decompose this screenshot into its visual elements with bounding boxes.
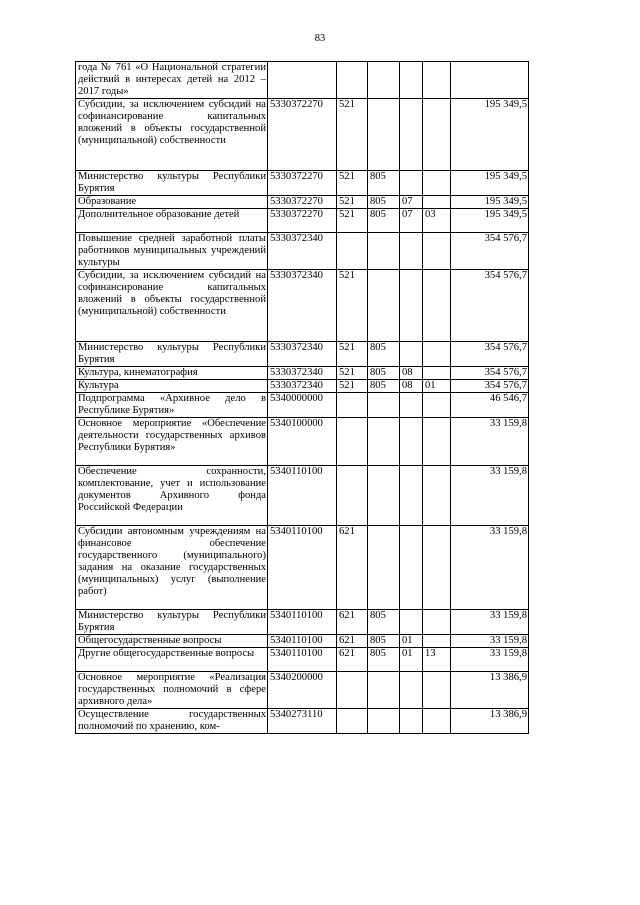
row-admin-code: 805 [368, 648, 400, 672]
row-subsection [423, 418, 451, 466]
row-target-article: 5330372340 [268, 270, 337, 342]
row-amount: 33 159,8 [451, 648, 529, 672]
row-amount: 195 349,5 [451, 171, 529, 196]
table-row [76, 209, 529, 233]
table-body [76, 62, 529, 734]
row-name: Подпрограмма «Архивное дело в Республике Бурятия» [76, 393, 268, 418]
row-name: Другие общегосударственные вопросы [76, 648, 268, 672]
row-expense-type [337, 62, 368, 99]
row-subsection [423, 610, 451, 635]
row-admin-code [368, 709, 400, 734]
row-subsection [423, 672, 451, 709]
row-name: Министерство культуры Республики Бурятия [76, 171, 268, 196]
table-row [76, 62, 529, 99]
row-target-article: 5330372340 [268, 233, 337, 270]
row-section: 07 [400, 209, 423, 233]
row-subsection [423, 526, 451, 610]
row-expense-type: 521 [337, 342, 368, 367]
row-target-article: 5340110100 [268, 526, 337, 610]
row-section [400, 672, 423, 709]
row-name: Субсидии, за исключением субсидий на софинансирование капитальных вложений в объекты государственной (муниципальной) собственности [76, 270, 268, 342]
row-name: Субсидии, за исключением субсидий на софинансирование капитальных вложений в объекты государственной (муниципальной) собственности [76, 99, 268, 171]
row-subsection [423, 635, 451, 648]
row-subsection [423, 196, 451, 209]
row-expense-type: 521 [337, 99, 368, 171]
row-amount: 354 576,7 [451, 367, 529, 380]
table-row [76, 196, 529, 209]
row-expense-type: 521 [337, 367, 368, 380]
row-target-article: 5340273110 [268, 709, 337, 734]
row-target-article: 5330372340 [268, 380, 337, 393]
row-amount: 33 159,8 [451, 466, 529, 526]
row-subsection [423, 466, 451, 526]
row-section: 01 [400, 648, 423, 672]
row-name: Культура, кинематография [76, 367, 268, 380]
row-section [400, 526, 423, 610]
row-name: Министерство культуры Республики Бурятия [76, 610, 268, 635]
row-name: Обеспечение сохранности, комплектование, учет и использование документов Архивного фонда Российской Федерации [76, 466, 268, 526]
row-admin-code: 805 [368, 171, 400, 196]
row-section [400, 709, 423, 734]
page-number: 83 [314, 33, 326, 44]
table-row [76, 393, 529, 418]
row-name: Дополнительное образование детей [76, 209, 268, 233]
row-name: Общегосударственные вопросы [76, 635, 268, 648]
row-section [400, 171, 423, 196]
row-admin-code [368, 62, 400, 99]
table-row [76, 672, 529, 709]
row-section [400, 342, 423, 367]
row-name: года № 761 «О Национальной стратегии действий в интересах детей на 2012 – 2017 годы» [76, 62, 268, 99]
row-admin-code [368, 393, 400, 418]
row-expense-type [337, 672, 368, 709]
row-amount: 13 386,9 [451, 709, 529, 734]
row-subsection [423, 342, 451, 367]
row-expense-type: 521 [337, 196, 368, 209]
row-admin-code [368, 99, 400, 171]
row-admin-code: 805 [368, 610, 400, 635]
row-target-article: 5340200000 [268, 672, 337, 709]
row-target-article: 5340110100 [268, 466, 337, 526]
row-subsection: 13 [423, 648, 451, 672]
row-subsection: 03 [423, 209, 451, 233]
row-admin-code [368, 526, 400, 610]
row-name: Повышение средней заработной платы работников муниципальных учреждений культуры [76, 233, 268, 270]
row-amount: 354 576,7 [451, 380, 529, 393]
row-expense-type [337, 393, 368, 418]
table-row [76, 99, 529, 171]
row-target-article: 5340110100 [268, 610, 337, 635]
table-row [76, 418, 529, 466]
row-section [400, 610, 423, 635]
row-subsection: 01 [423, 380, 451, 393]
row-amount: 195 349,5 [451, 196, 529, 209]
row-admin-code [368, 672, 400, 709]
row-admin-code: 805 [368, 342, 400, 367]
table-row [76, 171, 529, 196]
row-admin-code [368, 466, 400, 526]
row-subsection [423, 62, 451, 99]
row-subsection [423, 171, 451, 196]
row-target-article: 5340000000 [268, 393, 337, 418]
table-row [76, 367, 529, 380]
row-amount: 195 349,5 [451, 209, 529, 233]
row-section [400, 466, 423, 526]
row-name: Образование [76, 196, 268, 209]
row-amount: 33 159,8 [451, 610, 529, 635]
table-row [76, 526, 529, 610]
table-row [76, 709, 529, 734]
row-target-article: 5330372270 [268, 196, 337, 209]
row-name: Культура [76, 380, 268, 393]
table-row [76, 635, 529, 648]
table-row [76, 342, 529, 367]
row-section [400, 418, 423, 466]
row-name: Субсидии автономным учреждениям на финансовое обеспечение государственного (муниципального) задания на оказание государственных (муниципальных) услуг (выполнение работ) [76, 526, 268, 610]
row-section: 08 [400, 380, 423, 393]
row-name: Министерство культуры Республики Бурятия [76, 342, 268, 367]
row-admin-code: 805 [368, 635, 400, 648]
row-expense-type: 521 [337, 270, 368, 342]
row-expense-type: 621 [337, 648, 368, 672]
row-expense-type: 621 [337, 526, 368, 610]
row-amount: 33 159,8 [451, 526, 529, 610]
row-target-article: 5330372340 [268, 342, 337, 367]
row-expense-type [337, 233, 368, 270]
table-row [76, 233, 529, 270]
row-section [400, 62, 423, 99]
row-target-article: 5340100000 [268, 418, 337, 466]
row-admin-code [368, 418, 400, 466]
table-row [76, 466, 529, 526]
row-section: 01 [400, 635, 423, 648]
row-admin-code: 805 [368, 196, 400, 209]
table-row [76, 648, 529, 672]
row-amount: 33 159,8 [451, 635, 529, 648]
row-target-article: 5330372270 [268, 99, 337, 171]
row-name: Основное мероприятие «Реализация государственных полномочий в сфере архивного дела» [76, 672, 268, 709]
row-section: 08 [400, 367, 423, 380]
row-target-article: 5330372270 [268, 209, 337, 233]
row-expense-type: 621 [337, 610, 368, 635]
row-amount: 195 349,5 [451, 99, 529, 171]
row-expense-type: 521 [337, 380, 368, 393]
row-amount: 354 576,7 [451, 270, 529, 342]
row-amount: 33 159,8 [451, 418, 529, 466]
row-subsection [423, 709, 451, 734]
table-row [76, 610, 529, 635]
row-target-article: 5340110100 [268, 648, 337, 672]
row-expense-type [337, 418, 368, 466]
table-row [76, 380, 529, 393]
row-expense-type: 621 [337, 635, 368, 648]
row-section: 07 [400, 196, 423, 209]
row-amount: 13 386,9 [451, 672, 529, 709]
row-admin-code: 805 [368, 367, 400, 380]
row-admin-code: 805 [368, 209, 400, 233]
row-amount [451, 62, 529, 99]
row-target-article [268, 62, 337, 99]
row-target-article: 5330372340 [268, 367, 337, 380]
row-target-article: 5340110100 [268, 635, 337, 648]
row-amount: 354 576,7 [451, 342, 529, 367]
row-subsection [423, 367, 451, 380]
row-admin-code [368, 270, 400, 342]
row-expense-type [337, 709, 368, 734]
row-subsection [423, 393, 451, 418]
row-amount: 46 546,7 [451, 393, 529, 418]
row-admin-code: 805 [368, 380, 400, 393]
row-section [400, 270, 423, 342]
row-expense-type: 521 [337, 209, 368, 233]
row-subsection [423, 99, 451, 171]
row-section [400, 393, 423, 418]
table-row [76, 270, 529, 342]
row-section [400, 233, 423, 270]
row-section [400, 99, 423, 171]
row-name: Осуществление государственных полномочий по хранению, ком- [76, 709, 268, 734]
row-subsection [423, 270, 451, 342]
row-admin-code [368, 233, 400, 270]
budget-table [75, 61, 529, 734]
row-expense-type [337, 466, 368, 526]
row-expense-type: 521 [337, 171, 368, 196]
row-target-article: 5330372270 [268, 171, 337, 196]
row-name: Основное мероприятие «Обеспечение деятельности государственных архивов Республики Бурятия» [76, 418, 268, 466]
row-subsection [423, 233, 451, 270]
row-amount: 354 576,7 [451, 233, 529, 270]
